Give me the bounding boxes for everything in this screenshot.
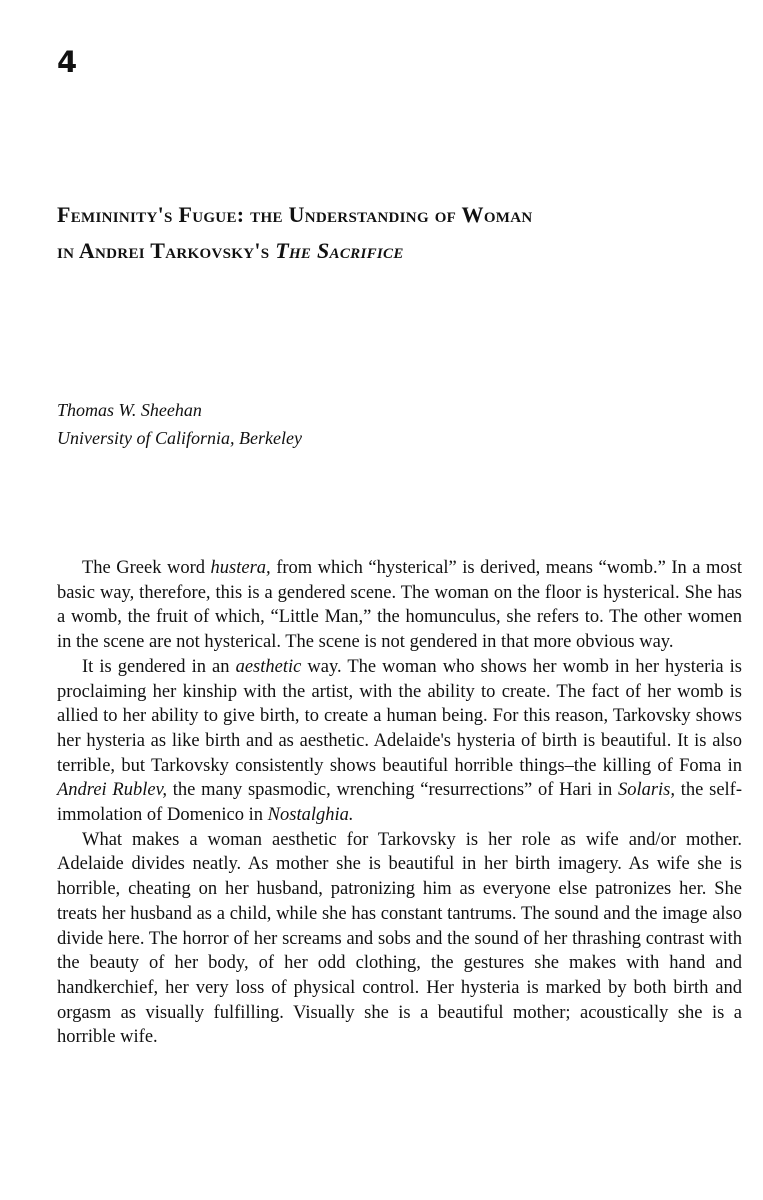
paragraph-1 xyxy=(57,556,742,655)
paragraph-1-italic-a: hustera, xyxy=(210,558,271,578)
paragraph-3 xyxy=(57,828,742,1050)
paragraph-3-text-a: What makes a woman aesthetic for Tarkovsky is her role as wife and/or mother. Adelaide divides neatly. As mother she is beautiful in her birth imagery. As wife she is horrible, cheating on her husband, patronizing him as everyone else patronizes her. She treats her husband as a child, while she has constant tantrums. The sound and the image also divide here. The horror of her screams and sobs and the sound of her thrashing contrast with the beauty of her body, of her odd clothing, the gestures she makes with hand and handkerchief, her very loss of physical control. Her hysteria is marked by both birth and orgasm as visually fulfilling. Visually she is a beautiful mother; acoustically she is a horrible wife. xyxy=(57,829,742,1048)
author-name: Thomas W. Sheehan xyxy=(57,400,202,420)
film-title: The Sacrifice xyxy=(275,238,404,263)
chapter-title-line-2 xyxy=(57,233,757,269)
paragraph-2-text-c: the many spasmodic, wrenching “resurrections” of Hari in xyxy=(167,780,618,801)
paragraph-2-italic-b: Andrei Rublev, xyxy=(57,780,168,801)
paragraph-2-italic-a: aesthetic xyxy=(235,656,302,677)
paragraph-2-text-a: It is gendered in an xyxy=(82,656,236,677)
paragraph-2-italic-c: Solaris, xyxy=(617,780,676,801)
paragraph-1-text-b: from which “hysterical” is derived, means “womb.” In a most basic way, therefore, this is a gendered scene. The woman on the floor is hysterical. She has a womb, the fruit of which, “Little Man,” the homunculus, she refers to. The other women in the scene are not hysterical. The scene is not gendered in that more obvious way. xyxy=(57,558,742,653)
body-text xyxy=(57,556,742,1050)
author-affiliation: University of California, Berkeley xyxy=(57,428,302,448)
paragraph-2-text-b: way. The woman who shows her womb in her hysteria is proclaiming her kinship with the artist, with the ability to create. The fact of her womb is allied to her ability to give birth, to create a human being. For this reason, Tarkovsky shows her hysteria as like birth and as aesthetic. Adelaide's hysteria of birth is beautiful. It is also terrible, but Tarkovsky consistently shows beautiful horrible things–the killing of Foma in xyxy=(57,656,742,776)
chapter-number: 4 xyxy=(57,45,78,79)
author-block xyxy=(57,396,302,452)
chapter-title xyxy=(57,197,757,269)
chapter-title-line-2-prefix: in Andrei Tarkovsky's xyxy=(57,238,276,263)
paragraph-2-italic-d: Nostalghia. xyxy=(267,805,354,826)
chapter-title-line-1: Femininity's Fugue: the Understanding of Woman xyxy=(57,202,533,227)
paragraph-1-text-a: The Greek word xyxy=(82,558,211,578)
paragraph-2 xyxy=(57,655,742,828)
paragraph-2-text-d: the self-immolation of Domenico in xyxy=(57,780,742,826)
